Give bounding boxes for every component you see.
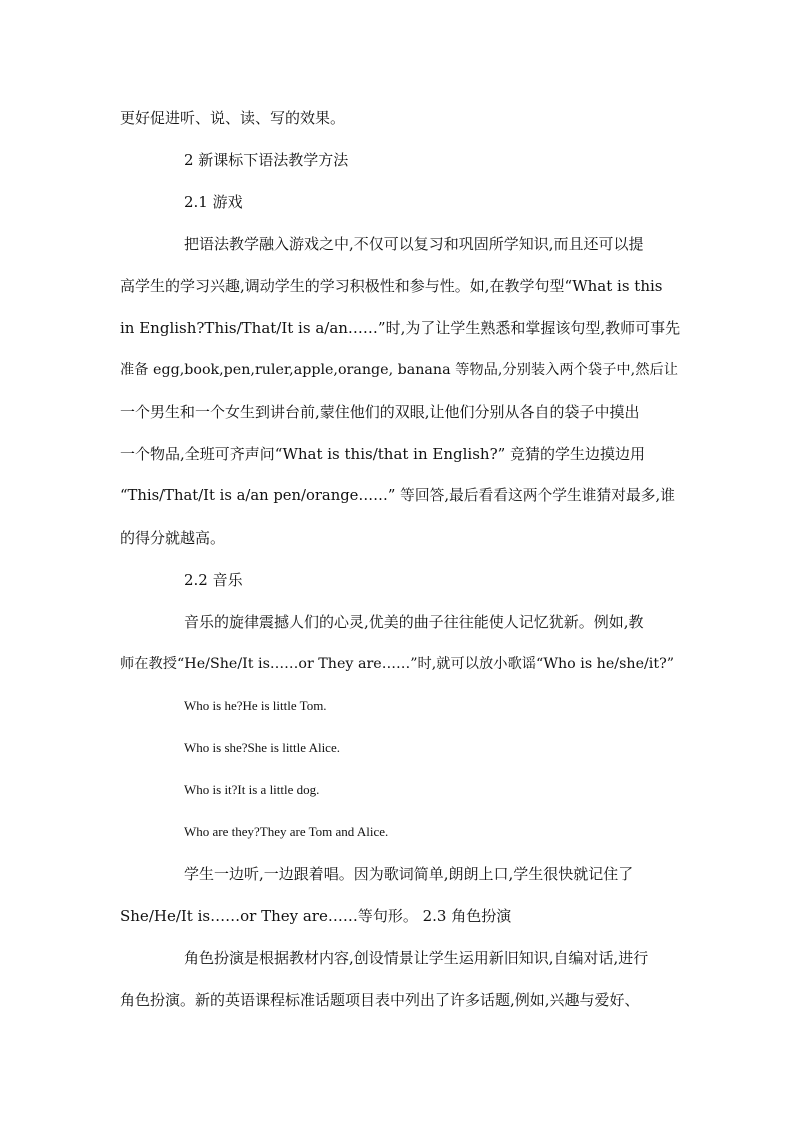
text-line: She/He/It is……or They are……等句形。 2.3 角色扮演 bbox=[120, 907, 512, 925]
subsection-heading: 2.1 游戏 bbox=[184, 193, 243, 211]
text-line: 高学生的学习兴趣,调动学生的学习积极性和参与性。如,在教学句型“What is this bbox=[120, 277, 663, 295]
text-line: 准备 egg,book,pen,ruler,apple,orange, banana 等物品,分别装入两个袋子中,然后让 bbox=[120, 362, 678, 378]
text-line: 师在教授“He/She/It is……or They are……”时,就可以放小歌谣“Who is he/she/it?” bbox=[120, 656, 675, 672]
song-lyric-line: Who are they?They are Tom and Alice. bbox=[184, 824, 389, 839]
text-line: 角色扮演。新的英语课程标准话题项目表中列出了许多话题,例如,兴趣与爱好、 bbox=[120, 991, 640, 1009]
song-lyric-line: Who is he?He is little Tom. bbox=[184, 698, 327, 713]
text-line: in English?This/That/It is a/an……”时,为了让学生熟悉和掌握该句型,教师可事先 bbox=[120, 319, 681, 337]
text-line: 把语法教学融入游戏之中,不仅可以复习和巩固所学知识,而且还可以提 bbox=[184, 235, 644, 253]
section-heading: 2 新课标下语法教学方法 bbox=[184, 151, 349, 169]
text-line: 角色扮演是根据教材内容,创设情景让学生运用新旧知识,自编对话,进行 bbox=[184, 949, 649, 967]
text-line: “This/That/It is a/an pen/orange……” 等回答,最后看看这两个学生谁猜对最多,谁 bbox=[120, 487, 675, 504]
text-line: 更好促进听、说、读、写的效果。 bbox=[120, 109, 346, 127]
song-lyric-line: Who is it?It is a little dog. bbox=[184, 782, 320, 797]
text-line: 的得分就越高。 bbox=[120, 529, 226, 547]
text-line: 一个男生和一个女生到讲台前,蒙住他们的双眼,让他们分别从各自的袋子中摸出 bbox=[120, 403, 640, 421]
text-line: 音乐的旋律震撼人们的心灵,优美的曲子往往能使人记忆犹新。例如,教 bbox=[184, 613, 644, 631]
song-lyric-line: Who is she?She is little Alice. bbox=[184, 740, 340, 755]
subsection-heading: 2.2 音乐 bbox=[184, 571, 243, 589]
text-line: 学生一边听,一边跟着唱。因为歌词简单,朗朗上口,学生很快就记住了 bbox=[184, 865, 634, 883]
text-line: 一个物品,全班可齐声问“What is this/that in English?” 竞猜的学生边摸边用 bbox=[120, 445, 646, 463]
